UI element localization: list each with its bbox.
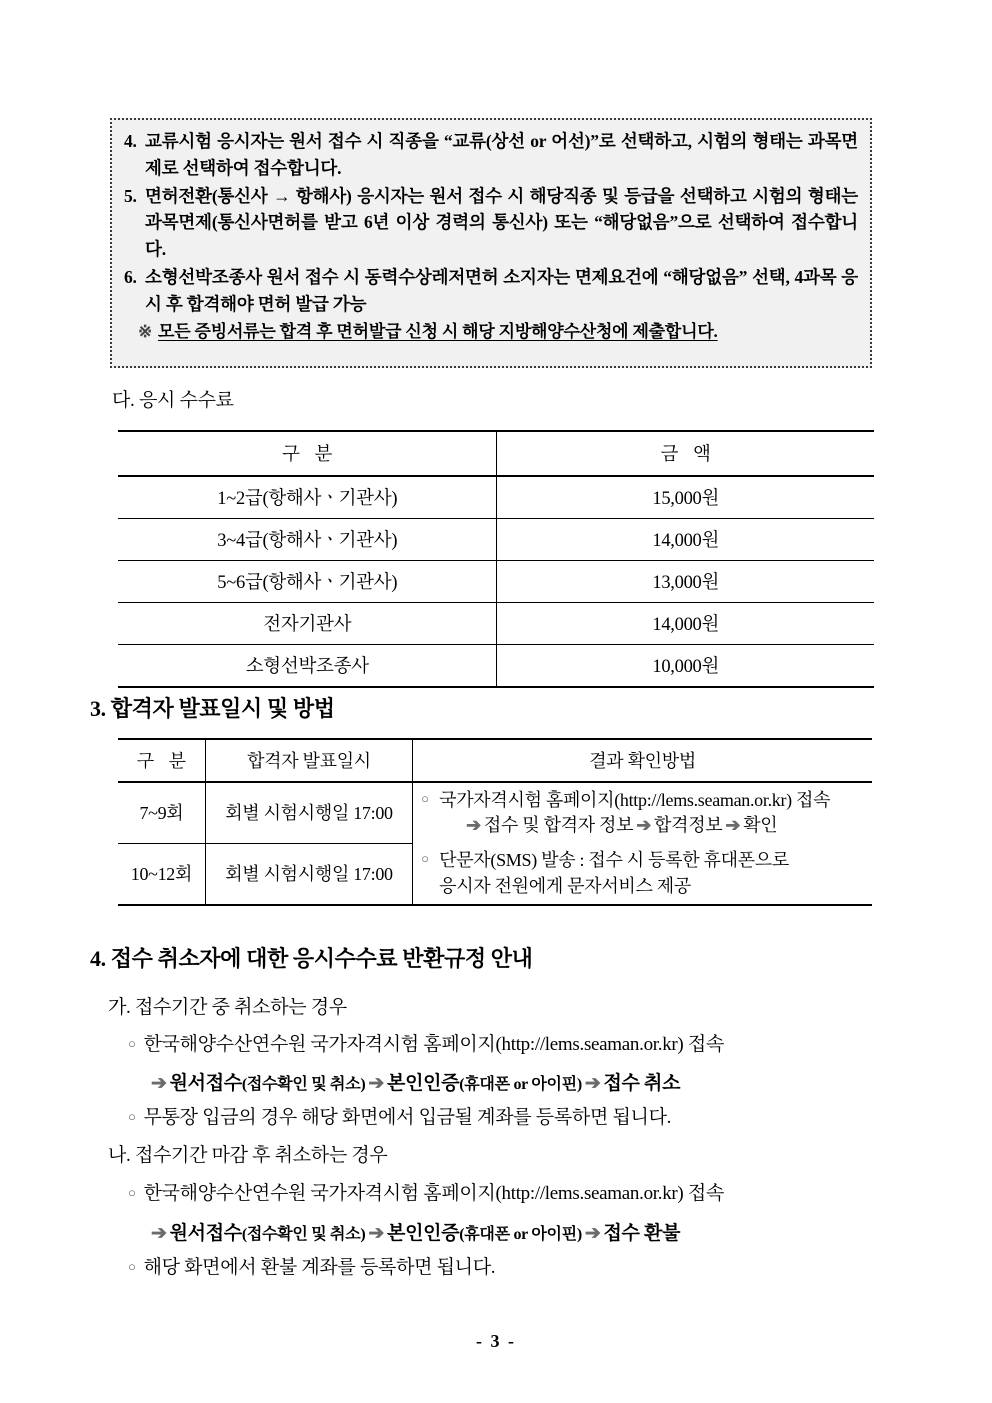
reference-mark-icon: ※ (138, 322, 153, 342)
arrow-icon: ➔ (151, 1073, 167, 1094)
arrow-icon: ➔ (368, 1073, 385, 1094)
bullet-line (421, 788, 868, 838)
fee-cell-amount: 14,000원 (497, 603, 874, 645)
circle-bullet-icon: ○ (421, 791, 429, 806)
result-cell-datetime: 회별 시험시행일 17:00 (205, 782, 412, 843)
table-row (118, 603, 874, 645)
fee-header-division: 구 분 (118, 431, 497, 476)
fee-cell-division: 3~4급(항해사ㆍ기관사) (118, 519, 497, 561)
fee-cell-division: 1~2급(항해사ㆍ기관사) (118, 476, 497, 519)
notice-item-number: 6. (124, 266, 137, 287)
notice-item-text: 교류시험 응시자는 원서 접수 시 직종을 “교류(상선 or 어선)”로 선택하고, 시험의 형태는 과목면제로 선택하여 접수합니다. (145, 131, 858, 178)
notice-item-text: 면허전환(통신사 → 항해사) 응시자는 원서 접수 시 해당직종 및 등급을 선택하고 시험의 형태는 과목면제(통신사면허를 받고 6년 이상 경력의 통신사) 또는 “해당없음”으로 선택하여 접수합니다. (145, 185, 858, 260)
circle-bullet-icon: ○ (421, 851, 429, 867)
fee-section-label: 다. 응시 수수료 (112, 390, 234, 411)
notice-item (124, 264, 858, 318)
section4-sub-a-bullet-1 (128, 1032, 724, 1059)
result-cell-method (413, 782, 872, 843)
section4-sub-a-bullet-2 (128, 1105, 671, 1132)
fee-header-amount: 금 액 (497, 431, 874, 476)
fee-cell-division: 소형선박조종사 (118, 645, 497, 688)
notice-item-number: 4. (124, 131, 137, 151)
section3-heading: 3. 합격자 발표일시 및 방법 (90, 696, 335, 721)
table-header-row (118, 431, 874, 476)
step-1-label: 원서접수 (169, 1073, 242, 1094)
result-header-division: 구 분 (118, 739, 205, 782)
table-row (118, 843, 872, 904)
result-cell-method (413, 843, 872, 904)
method-step-2: 합격정보 (654, 815, 723, 836)
step-3-label: 접수 취소 (603, 1073, 681, 1094)
bullet-text: 한국해양수산연수원 국가자격시험 홈페이지(http://lems.seaman.or.kr) 접속 (143, 1183, 725, 1204)
fee-cell-division: 전자기관사 (118, 603, 497, 645)
arrow-icon: ➔ (584, 1073, 601, 1094)
notice-item-text: 소형선박조종사 원서 접수 시 동력수상레저면허 소지자는 면제요건에 “해당없음” 선택, 4과목 응시 후 합격해야 면허 발급 가능 (145, 266, 858, 314)
section4-sub-b-bullet-2 (128, 1255, 495, 1282)
circle-bullet-icon: ○ (128, 1259, 136, 1274)
fee-cell-amount: 10,000원 (497, 645, 874, 688)
bullet-text (439, 848, 868, 898)
result-cell-datetime: 회별 시험시행일 17:00 (205, 843, 412, 904)
result-announcement-table (118, 738, 872, 906)
step-2-label: 본인인증 (387, 1223, 460, 1244)
step-1-note: (접수확인 및 취소) (241, 1076, 366, 1093)
table-row (118, 561, 874, 603)
method-line-2 (439, 813, 868, 838)
section4-sub-b-bullet-1 (128, 1181, 724, 1208)
page-number: - 3 - (476, 1331, 516, 1351)
fee-cell-amount: 15,000원 (497, 476, 874, 519)
bullet-text: 해당 화면에서 환불 계좌를 등록하면 됩니다. (143, 1257, 496, 1278)
circle-bullet-icon: ○ (128, 1109, 136, 1124)
arrow-icon: ➔ (466, 815, 481, 836)
bullet-text (439, 788, 868, 838)
arrow-icon: ➔ (584, 1223, 601, 1244)
step-2-note: (휴대폰 or 아이핀) (459, 1226, 582, 1243)
circle-bullet-icon: ○ (128, 1185, 136, 1200)
table-row (118, 782, 872, 843)
arrow-icon: ➔ (636, 815, 652, 836)
method-step-3: 확인 (743, 815, 778, 836)
section4-sub-b-label: 나. 접수기간 마감 후 취소하는 경우 (108, 1145, 388, 1166)
method-line-2: 응시자 전원에게 문자서비스 제공 (439, 875, 691, 896)
method-line-1: 단문자(SMS) 발송 : 접수 시 등록한 휴대폰으로 (439, 850, 789, 871)
step-3-label: 접수 환불 (603, 1223, 681, 1244)
bullet-text: 한국해양수산연수원 국가자격시험 홈페이지(http://lems.seaman.or.kr) 접속 (143, 1034, 725, 1055)
table-row (118, 645, 874, 688)
notice-footnote (124, 319, 858, 345)
notice-item-number: 5. (124, 185, 137, 206)
fee-table (118, 430, 874, 688)
table-row (118, 519, 874, 561)
result-cell-division: 7~9회 (118, 782, 205, 843)
method-line-1: 국가자격시험 홈페이지(http://lems.seaman.or.kr) 접속 (439, 790, 831, 810)
fee-cell-division: 5~6급(항해사ㆍ기관사) (118, 561, 497, 603)
fee-cell-amount: 13,000원 (497, 561, 874, 603)
arrow-icon: ➔ (368, 1223, 385, 1244)
section4-heading: 4. 접수 취소자에 대한 응시수수료 반환규정 안내 (90, 946, 533, 971)
result-header-datetime: 합격자 발표일시 (205, 739, 412, 782)
result-cell-division: 10~12회 (118, 843, 205, 904)
step-2-label: 본인인증 (387, 1073, 460, 1094)
arrow-icon: ➔ (151, 1223, 167, 1244)
step-1-note: (접수확인 및 취소) (241, 1226, 366, 1243)
section4-sub-a-label: 가. 접수기간 중 취소하는 경우 (108, 997, 347, 1018)
result-header-method: 결과 확인방법 (413, 739, 872, 782)
arrow-icon: ➔ (725, 815, 741, 836)
section4-sub-b-arrow-line (148, 1218, 680, 1245)
circle-bullet-icon: ○ (128, 1036, 136, 1051)
section4-sub-a-arrow-line (148, 1068, 680, 1095)
notice-box (110, 118, 872, 368)
step-1-label: 원서접수 (169, 1223, 242, 1244)
method-step-1: 접수 및 합격자 정보 (483, 815, 634, 836)
bullet-text: 무통장 입금의 경우 해당 화면에서 입금될 계좌를 등록하면 됩니다. (143, 1107, 672, 1128)
table-row (118, 476, 874, 519)
step-2-note: (휴대폰 or 아이핀) (459, 1076, 582, 1093)
notice-item (124, 128, 858, 182)
fee-cell-amount: 14,000원 (497, 519, 874, 561)
table-header-row (118, 739, 872, 782)
bullet-line (421, 848, 868, 898)
notice-footnote-text: 모든 증빙서류는 합격 후 면허발급 신청 시 해당 지방해양수산청에 제출합니다. (158, 322, 718, 342)
notice-item (124, 183, 858, 263)
